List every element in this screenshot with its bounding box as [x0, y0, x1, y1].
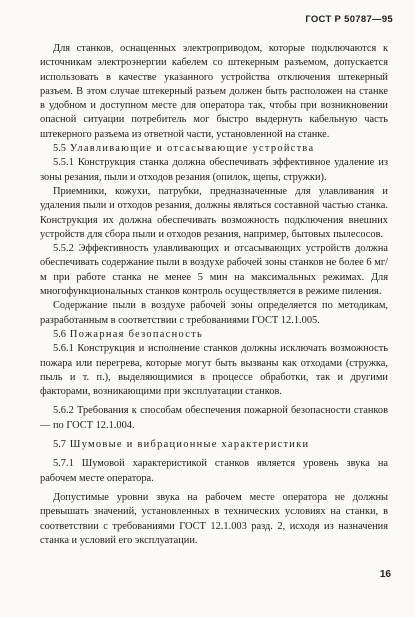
- heading-text: Пожарная безопасность: [69, 328, 203, 340]
- document-body: [40, 42, 388, 548]
- paragraph: Допустимые уровни звука на рабочем месте оператора не должны превышать значений, установленных в технических условиях на станки, в соответствии с требованиями ГОСТ 12.1.003 разд. 2, исходя из назначения станка и условий его эксплуатации.: [40, 491, 388, 546]
- heading-number: 5.6: [53, 328, 66, 340]
- paragraph: Для станков, оснащенных электроприводом, которые подключаются к источникам электроэнергии кабелем со штекерным разъемом, допускается использовать в качестве указанного устройства отключения штекерный разъем. В этом случае штекерный разъем должен быть расположен на станке в удобном и доступном месте для оператора так, чтобы при возникновении опасной ситуации потребитель мог быстро выдернуть кабельную часть штекерного разъема из ответной части, установленной на станке.: [40, 43, 388, 140]
- heading-number: 5.5: [53, 143, 66, 155]
- paragraph: 5.5.2 Эффективность улавливающих и отсасывающих устройств должна обеспечивать содержание пыли в воздухе рабочей зоны станков не более 6 мг/м при работе станка не менее 5 мин на максимальных режимах. Для многофункциональных станков контроль осуществляется в режиме пиления.: [40, 243, 388, 298]
- paragraph: Приемники, кожухи, патрубки, предназначенные для улавливания и удаления пыли и отходов резания, должны являться составной частью станка. Конструкция их должна обеспечивать возможность подключения внешних устройств для сбора пыли и отходов резания, например, бытовых пылесосов.: [40, 185, 388, 240]
- section-heading-5-5: [40, 142, 388, 156]
- page-number: 16: [379, 569, 391, 580]
- paragraph: 5.7.1 Шумовой характеристикой станков является уровень звука на рабочем месте оператора.: [40, 458, 388, 484]
- paragraph: 5.6.1 Конструкция и исполнение станков должны исключать возможность пожара или перегрева, которые могут быть вызваны как отходами (стружка, пыль и т. п.), выделяющимися в процессе обработки, так и другими факторами, возникающими при эксплуатации станков.: [40, 343, 388, 398]
- section-heading-5-6: [40, 328, 388, 342]
- heading-number: 5.7: [53, 439, 66, 451]
- paragraph: 5.5.1 Конструкция станка должна обеспечивать эффективное удаление из зоны резания, пыли и отходов резания (опилок, щепы, стружки).: [40, 157, 388, 183]
- paragraph: Содержание пыли в воздухе рабочей зоны определяется по методикам, разработанным в соответствии с требованиями ГОСТ 12.1.005.: [40, 300, 388, 326]
- heading-text: Улавливающие и отсасывающие устройства: [69, 143, 315, 155]
- paragraph: 5.6.2 Требования к способам обеспечения пожарной безопасности станков — по ГОСТ 12.1.004.: [40, 405, 388, 431]
- heading-text: Шумовые и вибрационные характеристики: [69, 439, 310, 451]
- section-heading-5-7: [40, 438, 388, 452]
- standard-header: ГОСТ Р 50787—95: [305, 14, 393, 25]
